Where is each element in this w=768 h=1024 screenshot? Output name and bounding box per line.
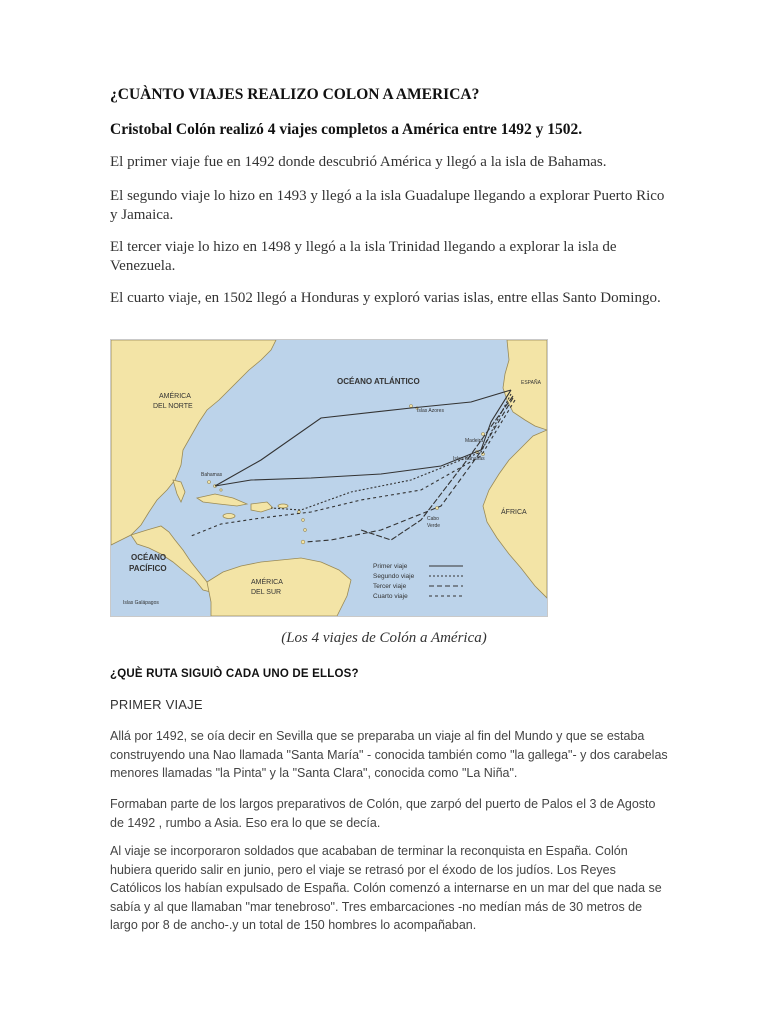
cabo-verde-island — [436, 507, 439, 510]
antilles-island — [302, 519, 305, 522]
legend-label-primer: Primer viaje — [373, 563, 408, 570]
azores-island — [410, 405, 413, 408]
label-canarias: Islas Canarias — [453, 456, 485, 462]
body-paragraph-2: Formaban parte de los largos preparativos de Colón, que zarpó del puerto de Palos el 3 de Agosto de 1492 , rumbo a Asia. Eso era lo que se decía. — [110, 797, 656, 830]
label-pacific-1: OCÉANO — [131, 553, 167, 562]
label-spain: ESPAÑA — [521, 380, 541, 386]
label-cabo-verde-1: Cabo — [427, 516, 439, 522]
jamaica-island — [223, 514, 235, 519]
madeira-island — [482, 433, 485, 436]
section-heading-primer-viaje: PRIMER VIAJE — [110, 697, 203, 712]
legend-label-tercer: Tercer viaje — [373, 583, 407, 590]
document-subtitle: Cristobal Colón realizó 4 viajes completos a América entre 1492 y 1502. — [110, 121, 583, 138]
body-paragraph-1: Allá por 1492, se oía decir en Sevilla que se preparaba un viaje al fin del Mundo y que se estaba construyendo una Nao llamada "Santa María" - conocida también como "la gallega"- y dos carabelas menores llamadas "la Pinta" y la "Santa Clara", conocida como "La Niña". — [110, 729, 668, 780]
legend-label-cuarto: Cuarto viaje — [373, 593, 408, 600]
paragraph-first-voyage: El primer viaje fue en 1492 donde descubrió América y llegó a la isla de Bahamas. — [110, 154, 607, 170]
map-caption: (Los 4 viajes de Colón a América) — [281, 630, 487, 646]
label-america-norte-1: AMÉRICA — [159, 393, 191, 400]
body-paragraph-3: Al viaje se incorporaron soldados que acababan de terminar la reconquista en España. Colón hubiera querido salir en junio, pero el viaje se retrasó por el éxodo de los judíos. Los Reyes Católicos los habían expulsado de España. Colón comenzó a internarse en un mar del que nada se sabía y al que llamaban "mar tenebroso". Tres embarcaciones -no medían más de 30 metros de largo por 8 de ancho-.y un total de 150 hombres lo acompañaban. — [110, 844, 662, 932]
label-america-sur-2: DEL SUR — [251, 589, 282, 596]
voyages-map-svg — [111, 340, 547, 616]
puerto-rico-island — [278, 504, 288, 508]
label-america-norte-2: DEL NORTE — [153, 403, 193, 410]
legend-label-segundo: Segundo viaje — [373, 573, 415, 580]
label-cabo-verde-2: Verde — [427, 523, 441, 529]
document-title: ¿CUÀNTO VIAJES REALIZO COLON A AMERICA? — [110, 86, 480, 103]
voyages-map — [110, 339, 548, 617]
label-america-sur-1: AMÉRICA — [251, 579, 283, 586]
antilles-island — [304, 529, 307, 532]
label-bahamas: Bahamas — [201, 472, 223, 478]
label-africa: ÁFRICA — [501, 509, 527, 516]
label-azores: Islas Azores — [417, 408, 444, 414]
route-question-heading: ¿QUÈ RUTA SIGUIÒ CADA UNO DE ELLOS? — [110, 668, 359, 680]
paragraph-second-voyage: El segundo viaje lo hizo en 1493 y llegó a la isla Guadalupe llegando a explorar Puerto Rico y Jamaica. — [110, 188, 665, 223]
trinidad-island — [301, 540, 305, 544]
label-pacific-2: PACÍFICO — [129, 564, 167, 573]
paragraph-fourth-voyage: El cuarto viaje, en 1502 llegó a Honduras y exploró varias islas, entre ellas Santo Domingo. — [110, 290, 661, 306]
bahamas-island — [208, 481, 211, 484]
label-atlantic: OCÉANO ATLÁNTICO — [337, 377, 420, 386]
paragraph-third-voyage: El tercer viaje lo hizo en 1498 y llegó a la isla Trinidad llegando a explorar la isla de Venezuela. — [110, 239, 617, 274]
label-madeira: Madeira — [465, 438, 484, 444]
label-galapagos: Islas Galápagos — [123, 600, 159, 606]
bahamas-island — [220, 489, 222, 491]
